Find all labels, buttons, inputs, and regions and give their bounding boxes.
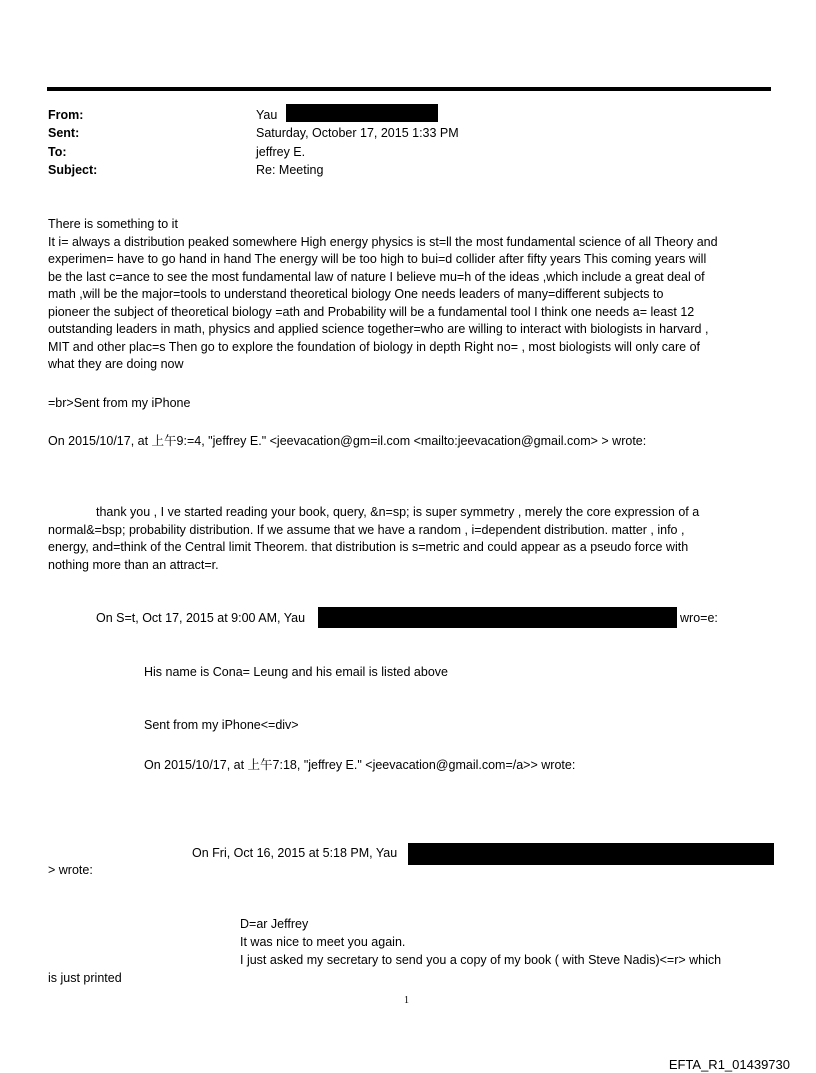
- dear-line: I just asked my secretary to send you a copy of my book ( with Steve Nadis)<=r> which: [240, 953, 722, 967]
- sent-value: Saturday, October 17, 2015 1:33 PM: [256, 126, 459, 140]
- quote-header-2-end: wro=e:: [680, 611, 718, 625]
- redaction-from: [286, 104, 438, 122]
- reply-line: thank you , I ve started reading your book, query, &n=sp; is super symmetry , merely the core expression of a: [96, 505, 700, 519]
- document-id: EFTA_R1_01439730: [668, 1057, 790, 1072]
- redaction-quote2: [318, 607, 677, 628]
- subject-value: Re: Meeting: [256, 163, 324, 177]
- body-line: be the last c=ance to see the most fundamental law of nature I believe mu=h of the ideas ,which include a great deal of: [48, 269, 705, 284]
- reply-line: energy, and=think of the Central limit Theorem. that distribution is s=metric and could appear as a pseudo force with: [48, 540, 689, 554]
- body-line: pioneer the subject of theoretical biology =ath and Probability will be a fundamental tool I think one needs a= least 12: [48, 304, 695, 319]
- quote-header-4-start: On Fri, Oct 16, 2015 at 5:18 PM, Yau: [192, 846, 398, 860]
- body-line: There is something to it: [48, 217, 178, 231]
- quote-header-3: On 2015/10/17, at 上午7:18, "jeffrey E." <jeevacation@gmail.com=/a>> wrote:: [144, 758, 576, 772]
- subject-label: Subject:: [48, 163, 98, 177]
- to-value: jeffrey E.: [256, 145, 306, 159]
- body-line: MIT and other plac=s Then go to explore the foundation of biology in depth Right no= , most biologists will only care of: [48, 339, 701, 354]
- header-rule: [47, 87, 771, 91]
- redaction-quote4: [408, 843, 774, 865]
- reply-line: normal&=bsp; probability distribution. If we assume that we have a random , i=dependent distribution. matter , info ,: [48, 522, 685, 537]
- reply-line: nothing more than an attract=r.: [48, 557, 219, 572]
- reply-body: [48, 504, 772, 574]
- quote-header-4-wrote: > wrote:: [48, 863, 93, 877]
- dear-line: D=ar Jeffrey: [240, 917, 309, 931]
- message-body: [48, 216, 772, 374]
- body-line: It i= always a distribution peaked somewhere High energy physics is st=ll the most fundamental science of all Theory and: [48, 234, 718, 249]
- quote-header-2-start: On S=t, Oct 17, 2015 at 9:00 AM, Yau: [96, 611, 306, 625]
- leung-line: His name is Cona= Leung and his email is listed above: [144, 665, 448, 679]
- body-line: outstanding leaders in math, physics and applied science together=who are willing to interact with biologists in harvard ,: [48, 322, 709, 336]
- from-label: From:: [48, 108, 84, 122]
- sent-from-iphone: =br>Sent from my iPhone: [48, 396, 191, 410]
- printed-line: is just printed: [48, 971, 122, 985]
- body-line: what they are doing now: [48, 357, 184, 371]
- from-value: Yau: [256, 108, 278, 122]
- body-line: experimen= have to go hand in hand The energy will be too high to bui=d collider after fifty years This coming years will: [48, 252, 707, 266]
- to-label: To:: [48, 145, 67, 159]
- dear-line: It was nice to meet you again.: [240, 935, 406, 949]
- quote-header-1: On 2015/10/17, at 上午9:=4, "jeffrey E." <jeevacation@gm=il.com <mailto:jeevacation@gmail.com> > wrote:: [48, 434, 647, 448]
- body-line: math ,will be the major=tools to understand theoretical biology One needs leaders of many=different subjects to: [48, 287, 664, 301]
- page-number: 1: [404, 995, 409, 1006]
- sent-label: Sent:: [48, 126, 80, 140]
- sent-from-iphone-div: Sent from my iPhone<=div>: [144, 718, 299, 732]
